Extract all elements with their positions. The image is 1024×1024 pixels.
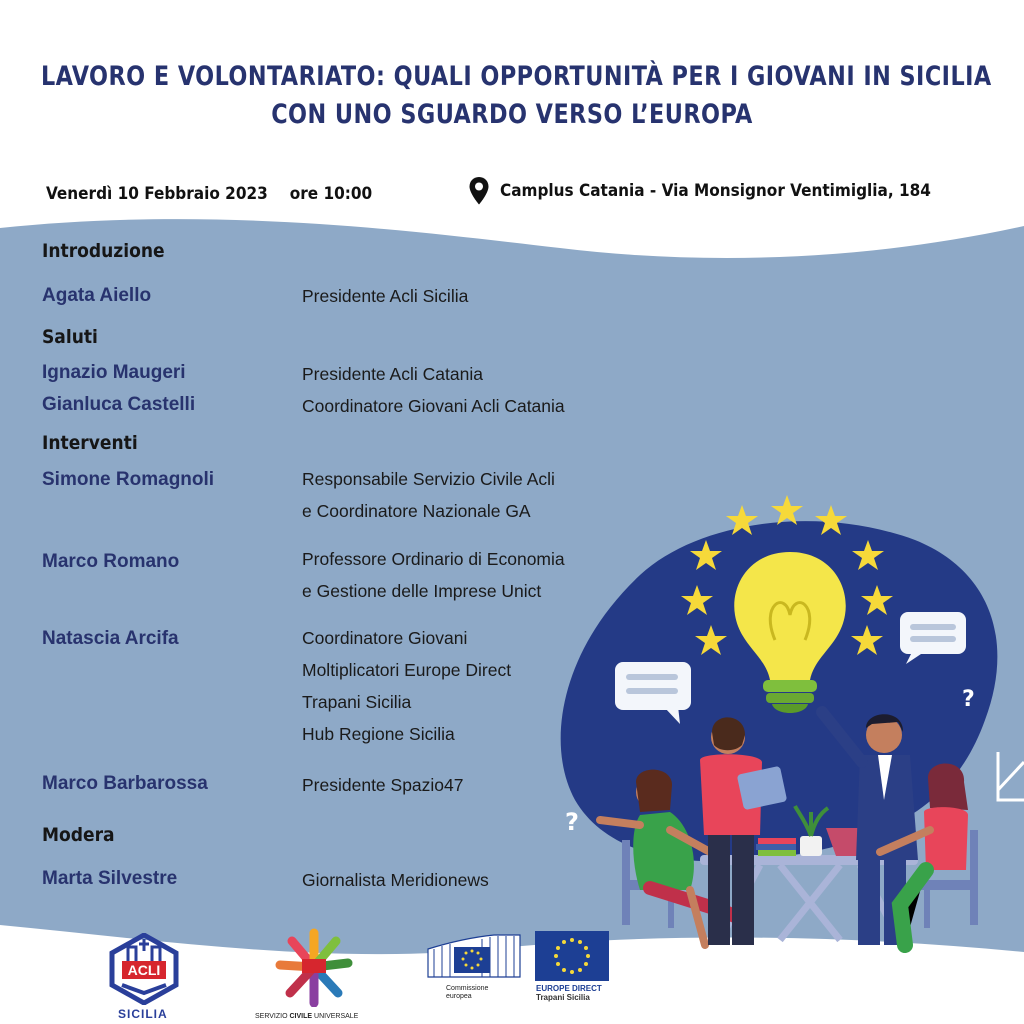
speaker-role: Giornalista Meridionews <box>302 870 489 890</box>
event-title-line2: CON UNO SGUARDO VERSO L’EUROPA <box>271 99 753 130</box>
section-saluti: Saluti <box>42 326 98 348</box>
servizio-civile-caption: SERVIZIO CIVILE UNIVERSALE <box>255 1013 359 1020</box>
speaker-name: Gianluca Castelli <box>42 394 196 415</box>
europe-direct-caption: EUROPE DIRECT Trapani Sicilia <box>536 984 602 1002</box>
event-date: Venerdì 10 Febbraio 2023 <box>46 184 268 204</box>
commissione-europea-caption: Commissione europea <box>446 985 489 1000</box>
section-modera: Modera <box>42 824 115 846</box>
speaker-role: Presidente Acli Sicilia <box>302 286 469 306</box>
speaker-role: Presidente Spazio47 <box>302 775 464 795</box>
event-datetime <box>46 184 372 204</box>
teamwork-illustration <box>540 490 1024 960</box>
speaker-name: Ignazio Maugeri <box>42 362 186 383</box>
acli-caption: SICILIA <box>118 1007 168 1021</box>
speaker-name: Marta Silvestre <box>42 868 178 889</box>
event-location-text: Camplus Catania - Via Monsignor Ventimiglia, 184 <box>500 181 931 201</box>
section-introduzione: Introduzione <box>42 240 165 262</box>
location-pin-icon <box>468 176 490 206</box>
commissione-europea-logo <box>424 931 524 983</box>
speaker-name: Simone Romagnoli <box>42 469 215 490</box>
speaker-name: Marco Romano <box>42 551 180 572</box>
event-title <box>40 58 992 134</box>
speaker-name: Natascia Arcifa <box>42 628 179 649</box>
europe-direct-logo <box>535 931 609 981</box>
event-location <box>468 176 931 206</box>
speaker-name: Agata Aiello <box>42 285 152 306</box>
speaker-role: Presidente Acli Catania <box>302 364 483 384</box>
speaker-role: Coordinatore Giovani Acli Catania <box>302 396 565 416</box>
speaker-name: Marco Barbarossa <box>42 773 208 794</box>
acli-logo <box>108 933 180 1005</box>
section-interventi: Interventi <box>42 432 138 454</box>
servizio-civile-logo <box>274 927 354 1007</box>
question-mark-icon: ? <box>565 808 579 836</box>
question-mark-icon: ? <box>962 687 975 712</box>
event-title-line1: LAVORO E VOLONTARIATO: QUALI OPPORTUNITÀ PER I GIOVANI IN SICILIA <box>40 61 992 92</box>
speaker-role: Coordinatore Giovani Moltiplicatori Europe Direct Trapani Sicilia Hub Regione Sicilia <box>302 628 512 744</box>
partner-logos <box>0 925 1024 1024</box>
event-time: ore 10:00 <box>289 184 373 204</box>
speaker-role: Responsabile Servizio Civile Acli e Coordinatore Nazionale GA <box>302 469 555 521</box>
acli-logo-text: ACLI <box>127 962 161 978</box>
speaker-role: Professore Ordinario di Economia e Gestione delle Imprese Unict <box>302 549 565 601</box>
